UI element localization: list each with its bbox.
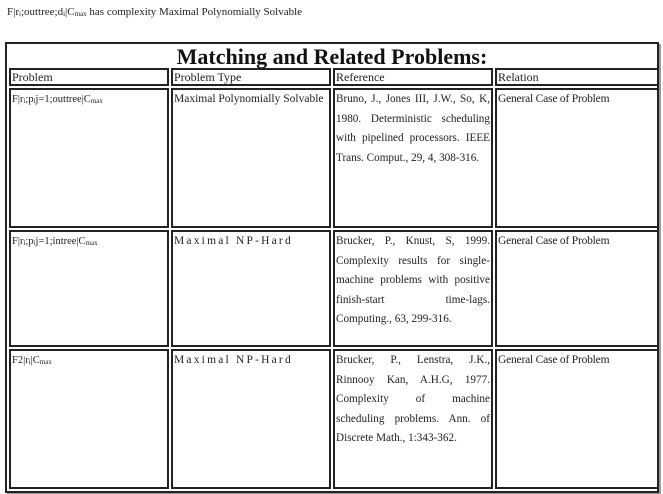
- problem-text: F|r: [12, 236, 24, 247]
- relation-cell: General Case of Problem: [495, 88, 659, 228]
- summary-text: ;outtree;d: [20, 6, 64, 18]
- relation-cell: General Case of Problem: [495, 230, 659, 347]
- problem-text: |C: [30, 355, 40, 366]
- subscript: i: [23, 97, 26, 105]
- column-header-reference: Reference: [333, 68, 493, 86]
- subscript: i: [23, 239, 26, 247]
- subscript: i: [33, 97, 36, 105]
- table-row: [9, 349, 659, 489]
- reference-cell: Bruno, J., Jones III, J.W., So, K, 1980. Deterministic scheduling with pipelined processors. IEEE Trans. Comput., 29, 4, 308-316.: [333, 88, 493, 228]
- summary-text: has complexity Maximal Polynomially Solvable: [86, 6, 303, 18]
- subscript: max: [90, 97, 103, 105]
- problem-text: j=1;outtree|C: [35, 94, 91, 105]
- table-title: Matching and Related Problems:: [176, 44, 488, 69]
- summary-text: F|r: [7, 6, 19, 18]
- summary-text: |C: [65, 6, 75, 18]
- problems-grid: [7, 66, 661, 491]
- problem-cell: [9, 88, 169, 228]
- problem-text: F|r: [12, 94, 24, 105]
- subscript: i: [18, 10, 21, 18]
- problem-type-cell: Maximal NP-Hard: [171, 349, 331, 489]
- problem-text: ;p: [25, 94, 34, 105]
- problem-text: F2|r: [12, 355, 29, 366]
- relation-cell: General Case of Problem: [495, 349, 659, 489]
- column-header-relation: Relation: [495, 68, 659, 86]
- subscript: i: [28, 358, 31, 366]
- column-header-problem: Problem: [9, 68, 169, 86]
- problem-text: ;p: [25, 236, 34, 247]
- related-problems-table: [5, 42, 659, 493]
- reference-cell: Brucker, P., Knust, S, 1999. Complexity results for single-machine problems with positive finish-start time-lags. Computing., 63, 299-316.: [333, 230, 493, 347]
- subscript: i: [63, 10, 66, 18]
- table-row: [9, 230, 659, 347]
- complexity-summary: [7, 6, 302, 18]
- subscript: max: [85, 239, 98, 247]
- subscript: i: [33, 239, 36, 247]
- header-row: [9, 68, 659, 86]
- subscript: max: [39, 358, 52, 366]
- problem-cell: [9, 230, 169, 347]
- problem-type-cell: Maximal NP-Hard: [171, 230, 331, 347]
- problem-text: j=1;intree|C: [35, 236, 86, 247]
- problem-type-cell: Maximal Polynomially Solvable: [171, 88, 331, 228]
- reference-cell: Brucker, P., Lenstra, J.K., Rinnooy Kan, A.H.G, 1977. Complexity of machine scheduling problems. Ann. of Discrete Math., 1:343-362.: [333, 349, 493, 489]
- column-header-problem-type: Problem Type: [171, 68, 331, 86]
- problem-cell: [9, 349, 169, 489]
- subscript: max: [74, 10, 87, 18]
- table-row: [9, 88, 659, 228]
